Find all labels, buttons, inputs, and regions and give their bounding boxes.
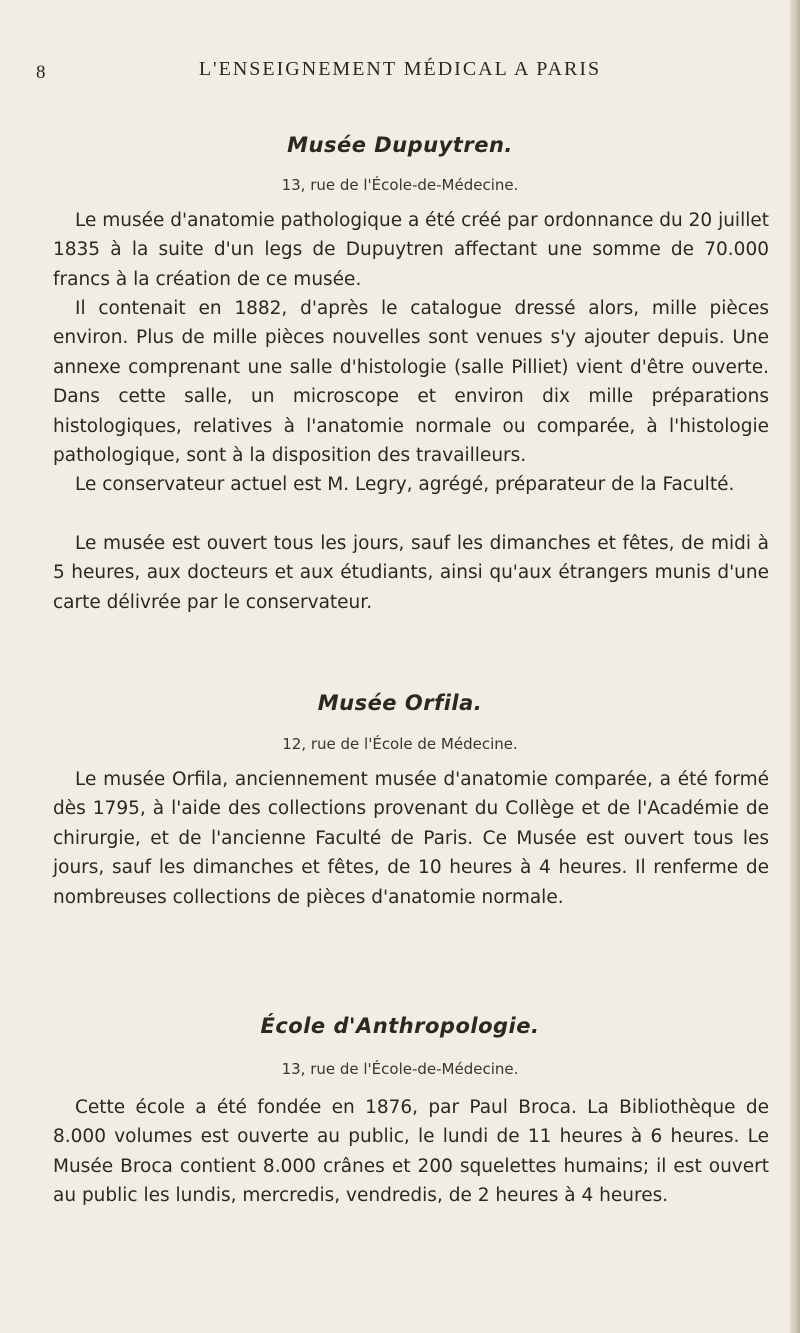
section-title-dupuytren: Musée Dupuytren. <box>287 133 513 157</box>
paragraph: Le musée d'anatomie pathologique a été créé par ordonnance du 20 juillet 1835 à la suite d'un legs de Dupuytren affectant une somme de 70.000 francs à la création de ce musée. <box>53 210 769 290</box>
paragraph: Le conservateur actuel est M. Legry, agrégé, préparateur de la Faculté. <box>75 474 735 495</box>
section-address-orfila: 12, rue de l'École de Médecine. <box>282 735 518 753</box>
section-title-orfila: Musée Orfila. <box>317 691 483 715</box>
page-edge <box>790 0 800 1333</box>
paragraph: Cette école a été fondée en 1876, par Paul Broca. La Bibliothèque de 8.000 volumes est ouverte au public, le lundi de 11 heures à 6 heures. Le Musée Broca contient 8.000 crânes et 200 squelettes humains; il est ouvert au public les lundis, mercredis, vendredis, de 2 heures à 4 heures. <box>53 1097 769 1207</box>
section-title-anthropologie: École d'Anthropologie. <box>260 1014 540 1038</box>
page-number: 8 <box>36 62 46 83</box>
section-address-dupuytren: 13, rue de l'École-de-Médecine. <box>281 176 519 194</box>
section-address-anthropologie: 13, rue de l'École-de-Médecine. <box>281 1060 519 1078</box>
running-title: L'ENSEIGNEMENT MÉDICAL A PARIS <box>198 58 602 80</box>
paragraph: Il contenait en 1882, d'après le catalogue dressé alors, mille pièces environ. Plus de mille pièces nouvelles sont venues s'y ajouter depuis. Une annexe comprenant une salle d'histologie (salle Pilliet) vient d'être ouverte. Dans cette salle, un microscope et environ dix mille préparations histologiques, relatives à l'anatomie normale ou comparée, à l'histologie pathologique, sont à la disposition des travailleurs. <box>53 298 769 467</box>
paragraph: Le musée est ouvert tous les jours, sauf les dimanches et fêtes, de midi à 5 heures, aux docteurs et aux étudiants, ainsi qu'aux étrangers munis d'une carte délivrée par le conservateur. <box>53 533 769 613</box>
paragraph: Le musée Orfila, anciennement musée d'anatomie comparée, a été formé dès 1795, à l'aide des collections provenant du Collège et de l'Académie de chirurgie, et de l'ancienne Faculté de Paris. Ce Musée est ouvert tous les jours, sauf les dimanches et fêtes, de 10 heures à 4 heures. Il renferme de nombreuses collections de pièces d'anatomie normale. <box>53 769 769 908</box>
